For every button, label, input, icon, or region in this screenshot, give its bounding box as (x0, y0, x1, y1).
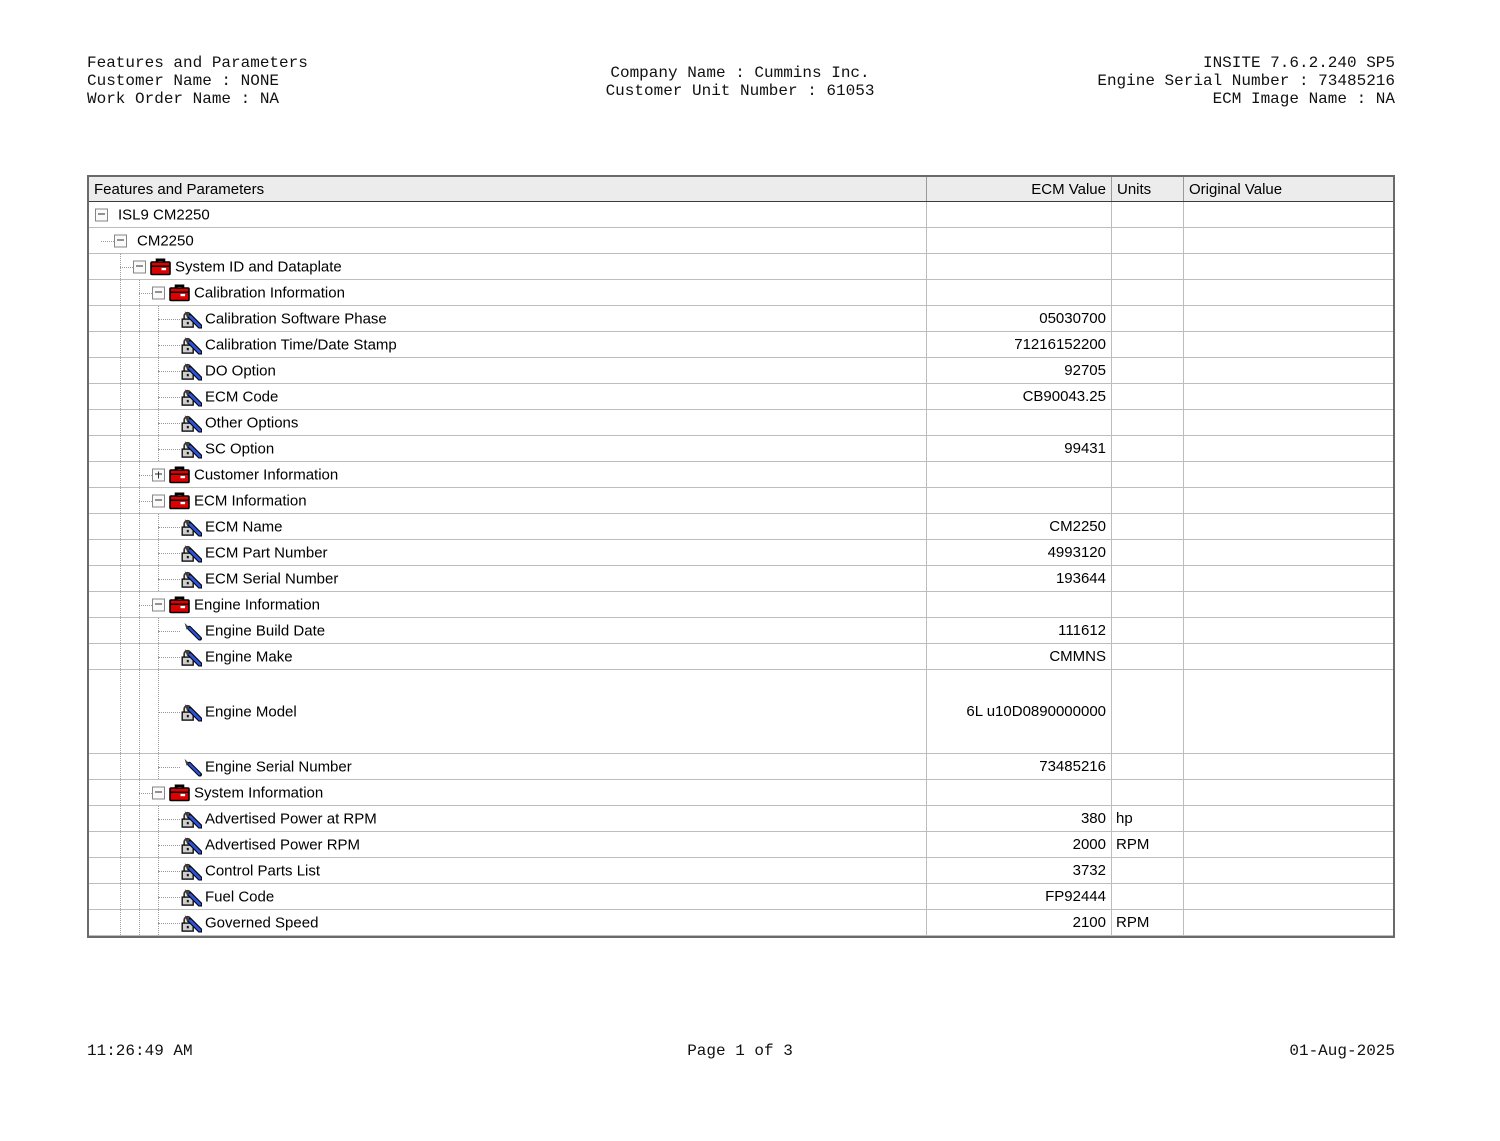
original-value-cell (1184, 832, 1393, 857)
tree-connector (158, 319, 180, 320)
lock-pencil-icon (180, 835, 202, 854)
ecm-value-cell: CB90043.25 (927, 384, 1112, 409)
units-cell (1112, 280, 1184, 305)
tree-guide (139, 332, 140, 357)
table-row (89, 358, 1393, 384)
feature-cell (89, 618, 927, 643)
original-value-cell (1184, 280, 1393, 305)
lock-pencil-icon (180, 887, 202, 906)
tree-guide (139, 644, 140, 669)
table-row (89, 228, 1393, 254)
units-cell (1112, 566, 1184, 591)
row-label: Engine Build Date (205, 622, 326, 639)
tree-connector (158, 397, 180, 398)
row-label: CM2250 (137, 232, 194, 249)
ecm-value-cell: 2000 (927, 832, 1112, 857)
units-cell (1112, 410, 1184, 435)
tree-connector (158, 819, 180, 820)
tree-guide (120, 488, 121, 513)
row-label: Engine Information (194, 596, 320, 613)
tree-connector (158, 345, 180, 346)
table-row (89, 514, 1393, 540)
units-cell (1112, 754, 1184, 779)
ecm-value-cell (927, 202, 1112, 227)
column-header-ecm-value: ECM Value (927, 177, 1112, 201)
features-parameters-table (87, 175, 1395, 938)
original-value-cell (1184, 488, 1393, 513)
tree-guide (120, 884, 121, 909)
units-cell (1112, 618, 1184, 643)
ecm-value-cell: 6L u10D0890000000 (927, 670, 1112, 753)
column-header-features: Features and Parameters (89, 177, 927, 201)
row-label: Advertised Power at RPM (205, 810, 377, 827)
lock-pencil-icon (180, 335, 202, 354)
units-cell (1112, 202, 1184, 227)
table-row (89, 780, 1393, 806)
collapse-minus-icon[interactable] (133, 260, 146, 273)
units-cell (1112, 644, 1184, 669)
toolbox-icon (169, 595, 191, 614)
tree-guide (120, 910, 121, 935)
units-cell (1112, 384, 1184, 409)
tree-guide (139, 358, 140, 383)
units-cell (1112, 306, 1184, 331)
feature-cell (89, 832, 927, 857)
lock-pencil-icon (180, 702, 202, 721)
original-value-cell (1184, 332, 1393, 357)
original-value-cell (1184, 618, 1393, 643)
tree-connector (101, 241, 114, 242)
tree-guide (139, 910, 140, 935)
row-label: ECM Information (194, 492, 307, 509)
units-cell (1112, 358, 1184, 383)
units-cell (1112, 462, 1184, 487)
lock-pencil-icon (180, 439, 202, 458)
feature-cell (89, 644, 927, 669)
lock-pencil-icon (180, 647, 202, 666)
toolbox-icon (169, 283, 191, 302)
tree-guide (120, 514, 121, 539)
table-row (89, 618, 1393, 644)
tree-guide (139, 514, 140, 539)
table-row (89, 306, 1393, 332)
tree-guide (139, 670, 140, 753)
units-cell (1112, 858, 1184, 883)
row-label: Engine Make (205, 648, 293, 665)
units-cell: RPM (1112, 832, 1184, 857)
feature-cell (89, 488, 927, 513)
feature-cell (89, 254, 927, 279)
original-value-cell (1184, 306, 1393, 331)
ecm-value-cell: 193644 (927, 566, 1112, 591)
tree-connector (139, 605, 152, 606)
feature-cell (89, 384, 927, 409)
report-meta-left (87, 54, 308, 108)
feature-cell (89, 540, 927, 565)
footer-time: 11:26:49 AM (87, 1042, 193, 1060)
original-value-cell (1184, 358, 1393, 383)
table-row (89, 832, 1393, 858)
original-value-cell (1184, 644, 1393, 669)
units-cell (1112, 254, 1184, 279)
tree-guide (139, 618, 140, 643)
units-cell (1112, 780, 1184, 805)
row-label: Calibration Time/Date Stamp (205, 336, 397, 353)
table-header-row (89, 177, 1393, 202)
toolbox-icon (169, 783, 191, 802)
company-name: Company Name : Cummins Inc. (610, 64, 870, 82)
row-label: ECM Name (205, 518, 283, 535)
tree-guide (120, 832, 121, 857)
tree-guide (120, 780, 121, 805)
tree-connector (158, 631, 180, 632)
table-row (89, 280, 1393, 306)
ecm-value-cell: 05030700 (927, 306, 1112, 331)
original-value-cell (1184, 670, 1393, 753)
tree-guide (139, 384, 140, 409)
row-label: Other Options (205, 414, 299, 431)
feature-cell (89, 884, 927, 909)
ecm-value-cell (927, 280, 1112, 305)
row-label: Engine Serial Number (205, 758, 352, 775)
ecm-value-cell: 2100 (927, 910, 1112, 935)
collapse-minus-icon[interactable] (95, 208, 108, 221)
units-cell (1112, 592, 1184, 617)
lock-pencil-icon (180, 809, 202, 828)
customer-unit-number: Customer Unit Number : 61053 (605, 82, 875, 100)
ecm-value-cell (927, 462, 1112, 487)
original-value-cell (1184, 566, 1393, 591)
ecm-value-cell (927, 254, 1112, 279)
work-order-name: Work Order Name : NA (87, 90, 280, 108)
report-meta-right (1097, 54, 1395, 108)
tree-guide (120, 358, 121, 383)
lock-pencil-icon (180, 913, 202, 932)
collapse-minus-icon[interactable] (152, 598, 165, 611)
tree-connector (120, 267, 133, 268)
ecm-value-cell: 4993120 (927, 540, 1112, 565)
row-label: Fuel Code (205, 888, 275, 905)
ecm-value-cell (927, 488, 1112, 513)
ecm-value-cell (927, 780, 1112, 805)
tree-guide (120, 384, 121, 409)
tree-guide (120, 332, 121, 357)
feature-cell (89, 332, 927, 357)
tree-connector (158, 553, 180, 554)
original-value-cell (1184, 462, 1393, 487)
ecm-value-cell: 99431 (927, 436, 1112, 461)
row-label: SC Option (205, 440, 275, 457)
collapse-minus-icon[interactable] (152, 494, 165, 507)
table-row (89, 858, 1393, 884)
tree-guide (120, 670, 121, 753)
lock-pencil-icon (180, 569, 202, 588)
units-cell (1112, 540, 1184, 565)
ecm-value-cell (927, 592, 1112, 617)
row-label: ECM Code (205, 388, 279, 405)
tree-connector (139, 475, 152, 476)
ecm-value-cell: 73485216 (927, 754, 1112, 779)
units-cell (1112, 436, 1184, 461)
ecm-value-cell: 3732 (927, 858, 1112, 883)
original-value-cell (1184, 780, 1393, 805)
row-label: Advertised Power RPM (205, 836, 361, 853)
row-label: Engine Model (205, 703, 297, 720)
original-value-cell (1184, 858, 1393, 883)
units-cell (1112, 670, 1184, 753)
tree-guide (139, 566, 140, 591)
original-value-cell (1184, 254, 1393, 279)
original-value-cell (1184, 228, 1393, 253)
original-value-cell (1184, 592, 1393, 617)
tree-connector (158, 371, 180, 372)
table-row (89, 488, 1393, 514)
row-label: ECM Serial Number (205, 570, 339, 587)
table-row (89, 806, 1393, 832)
toolbox-icon (169, 491, 191, 510)
table-row (89, 592, 1393, 618)
row-label: Calibration Software Phase (205, 310, 387, 327)
original-value-cell (1184, 540, 1393, 565)
feature-cell (89, 280, 927, 305)
table-row (89, 202, 1393, 228)
units-cell (1112, 884, 1184, 909)
units-cell (1112, 488, 1184, 513)
ecm-value-cell: FP92444 (927, 884, 1112, 909)
ecm-value-cell: 380 (927, 806, 1112, 831)
feature-cell (89, 306, 927, 331)
tree-connector (158, 657, 180, 658)
table-row (89, 462, 1393, 488)
tree-guide (120, 410, 121, 435)
tree-guide (120, 566, 121, 591)
units-cell (1112, 514, 1184, 539)
tree-connector (139, 293, 152, 294)
feature-cell (89, 780, 927, 805)
table-body (89, 202, 1393, 936)
lock-pencil-icon (180, 309, 202, 328)
tree-connector (139, 501, 152, 502)
tree-connector (158, 845, 180, 846)
original-value-cell (1184, 884, 1393, 909)
column-header-original-value: Original Value (1189, 180, 1283, 198)
original-value-cell (1184, 910, 1393, 935)
pencil-icon (180, 621, 202, 640)
feature-cell (89, 910, 927, 935)
tree-connector (158, 923, 180, 924)
footer-date: 01-Aug-2025 (1289, 1042, 1395, 1060)
table-row (89, 332, 1393, 358)
tree-connector (158, 423, 180, 424)
tree-guide (139, 806, 140, 831)
report-meta-center (440, 64, 1040, 100)
row-label: System Information (194, 784, 324, 801)
row-label: System ID and Dataplate (175, 258, 342, 275)
table-row (89, 410, 1393, 436)
feature-cell (89, 670, 927, 753)
lock-pencil-icon (180, 861, 202, 880)
tree-guide (139, 540, 140, 565)
column-header-units: Units (1112, 177, 1184, 201)
ecm-value-cell: 92705 (927, 358, 1112, 383)
row-label: Calibration Information (194, 284, 345, 301)
tree-connector (158, 897, 180, 898)
tree-connector (158, 871, 180, 872)
feature-cell (89, 228, 927, 253)
tree-guide (120, 858, 121, 883)
feature-cell (89, 436, 927, 461)
table-row (89, 566, 1393, 592)
units-cell: RPM (1112, 910, 1184, 935)
insite-version: INSITE 7.6.2.240 SP5 (1202, 54, 1395, 72)
row-label: Governed Speed (205, 914, 319, 931)
tree-guide (120, 644, 121, 669)
table-row (89, 644, 1393, 670)
tree-guide (120, 462, 121, 487)
tree-guide (120, 540, 121, 565)
lock-pencil-icon (180, 361, 202, 380)
ecm-value-cell (927, 228, 1112, 253)
report-title: Features and Parameters (87, 54, 308, 72)
units-cell (1112, 332, 1184, 357)
original-value-cell (1184, 436, 1393, 461)
feature-cell (89, 592, 927, 617)
tree-guide (120, 592, 121, 617)
table-row (89, 884, 1393, 910)
toolbox-icon (169, 465, 191, 484)
table-row (89, 254, 1393, 280)
footer-page-number: Page 1 of 3 (687, 1042, 793, 1060)
tree-guide (120, 618, 121, 643)
original-value-cell (1184, 410, 1393, 435)
tree-connector (158, 712, 180, 713)
feature-cell (89, 410, 927, 435)
tree-connector (158, 527, 180, 528)
feature-cell (89, 858, 927, 883)
tree-guide (139, 306, 140, 331)
ecm-image-name: ECM Image Name : NA (1212, 90, 1395, 108)
engine-serial-number: Engine Serial Number : 73485216 (1097, 72, 1395, 90)
lock-pencil-icon (180, 387, 202, 406)
tree-guide (120, 754, 121, 779)
ecm-value-cell (927, 410, 1112, 435)
units-cell (1112, 228, 1184, 253)
tree-guide (120, 806, 121, 831)
tree-guide (139, 410, 140, 435)
feature-cell (89, 462, 927, 487)
original-value-cell (1184, 514, 1393, 539)
tree-guide (139, 858, 140, 883)
lock-pencil-icon (180, 543, 202, 562)
lock-pencil-icon (180, 413, 202, 432)
tree-connector (158, 767, 180, 768)
lock-pencil-icon (180, 517, 202, 536)
tree-connector (158, 449, 180, 450)
tree-connector (139, 793, 152, 794)
row-label: Customer Information (194, 466, 339, 483)
tree-guide (139, 754, 140, 779)
table-row (89, 754, 1393, 780)
feature-cell (89, 806, 927, 831)
feature-cell (89, 202, 927, 227)
collapse-minus-icon[interactable] (152, 286, 165, 299)
ecm-value-cell: CM2250 (927, 514, 1112, 539)
feature-cell (89, 566, 927, 591)
ecm-value-cell: CMMNS (927, 644, 1112, 669)
tree-guide (120, 436, 121, 461)
original-value-cell (1184, 384, 1393, 409)
row-label: Control Parts List (205, 862, 321, 879)
original-value-cell (1184, 754, 1393, 779)
table-row (89, 436, 1393, 462)
feature-cell (89, 358, 927, 383)
tree-guide (139, 832, 140, 857)
table-row (89, 670, 1393, 754)
feature-cell (89, 514, 927, 539)
tree-guide (139, 436, 140, 461)
row-label: DO Option (205, 362, 276, 379)
ecm-value-cell: 111612 (927, 618, 1112, 643)
original-value-cell (1184, 202, 1393, 227)
tree-guide (139, 884, 140, 909)
original-value-cell (1184, 806, 1393, 831)
table-row (89, 540, 1393, 566)
table-row (89, 910, 1393, 936)
collapse-minus-icon[interactable] (152, 786, 165, 799)
units-cell: hp (1112, 806, 1184, 831)
table-row (89, 384, 1393, 410)
row-label: ECM Part Number (205, 544, 328, 561)
ecm-value-cell: 71216152200 (927, 332, 1112, 357)
tree-guide (120, 306, 121, 331)
toolbox-icon (150, 257, 172, 276)
row-label: ISL9 CM2250 (118, 206, 210, 223)
customer-name: Customer Name : NONE (87, 72, 280, 90)
expand-plus-icon[interactable] (152, 468, 165, 481)
feature-cell (89, 754, 927, 779)
pencil-icon (180, 757, 202, 776)
tree-connector (158, 579, 180, 580)
tree-guide (120, 280, 121, 305)
collapse-minus-icon[interactable] (114, 234, 127, 247)
